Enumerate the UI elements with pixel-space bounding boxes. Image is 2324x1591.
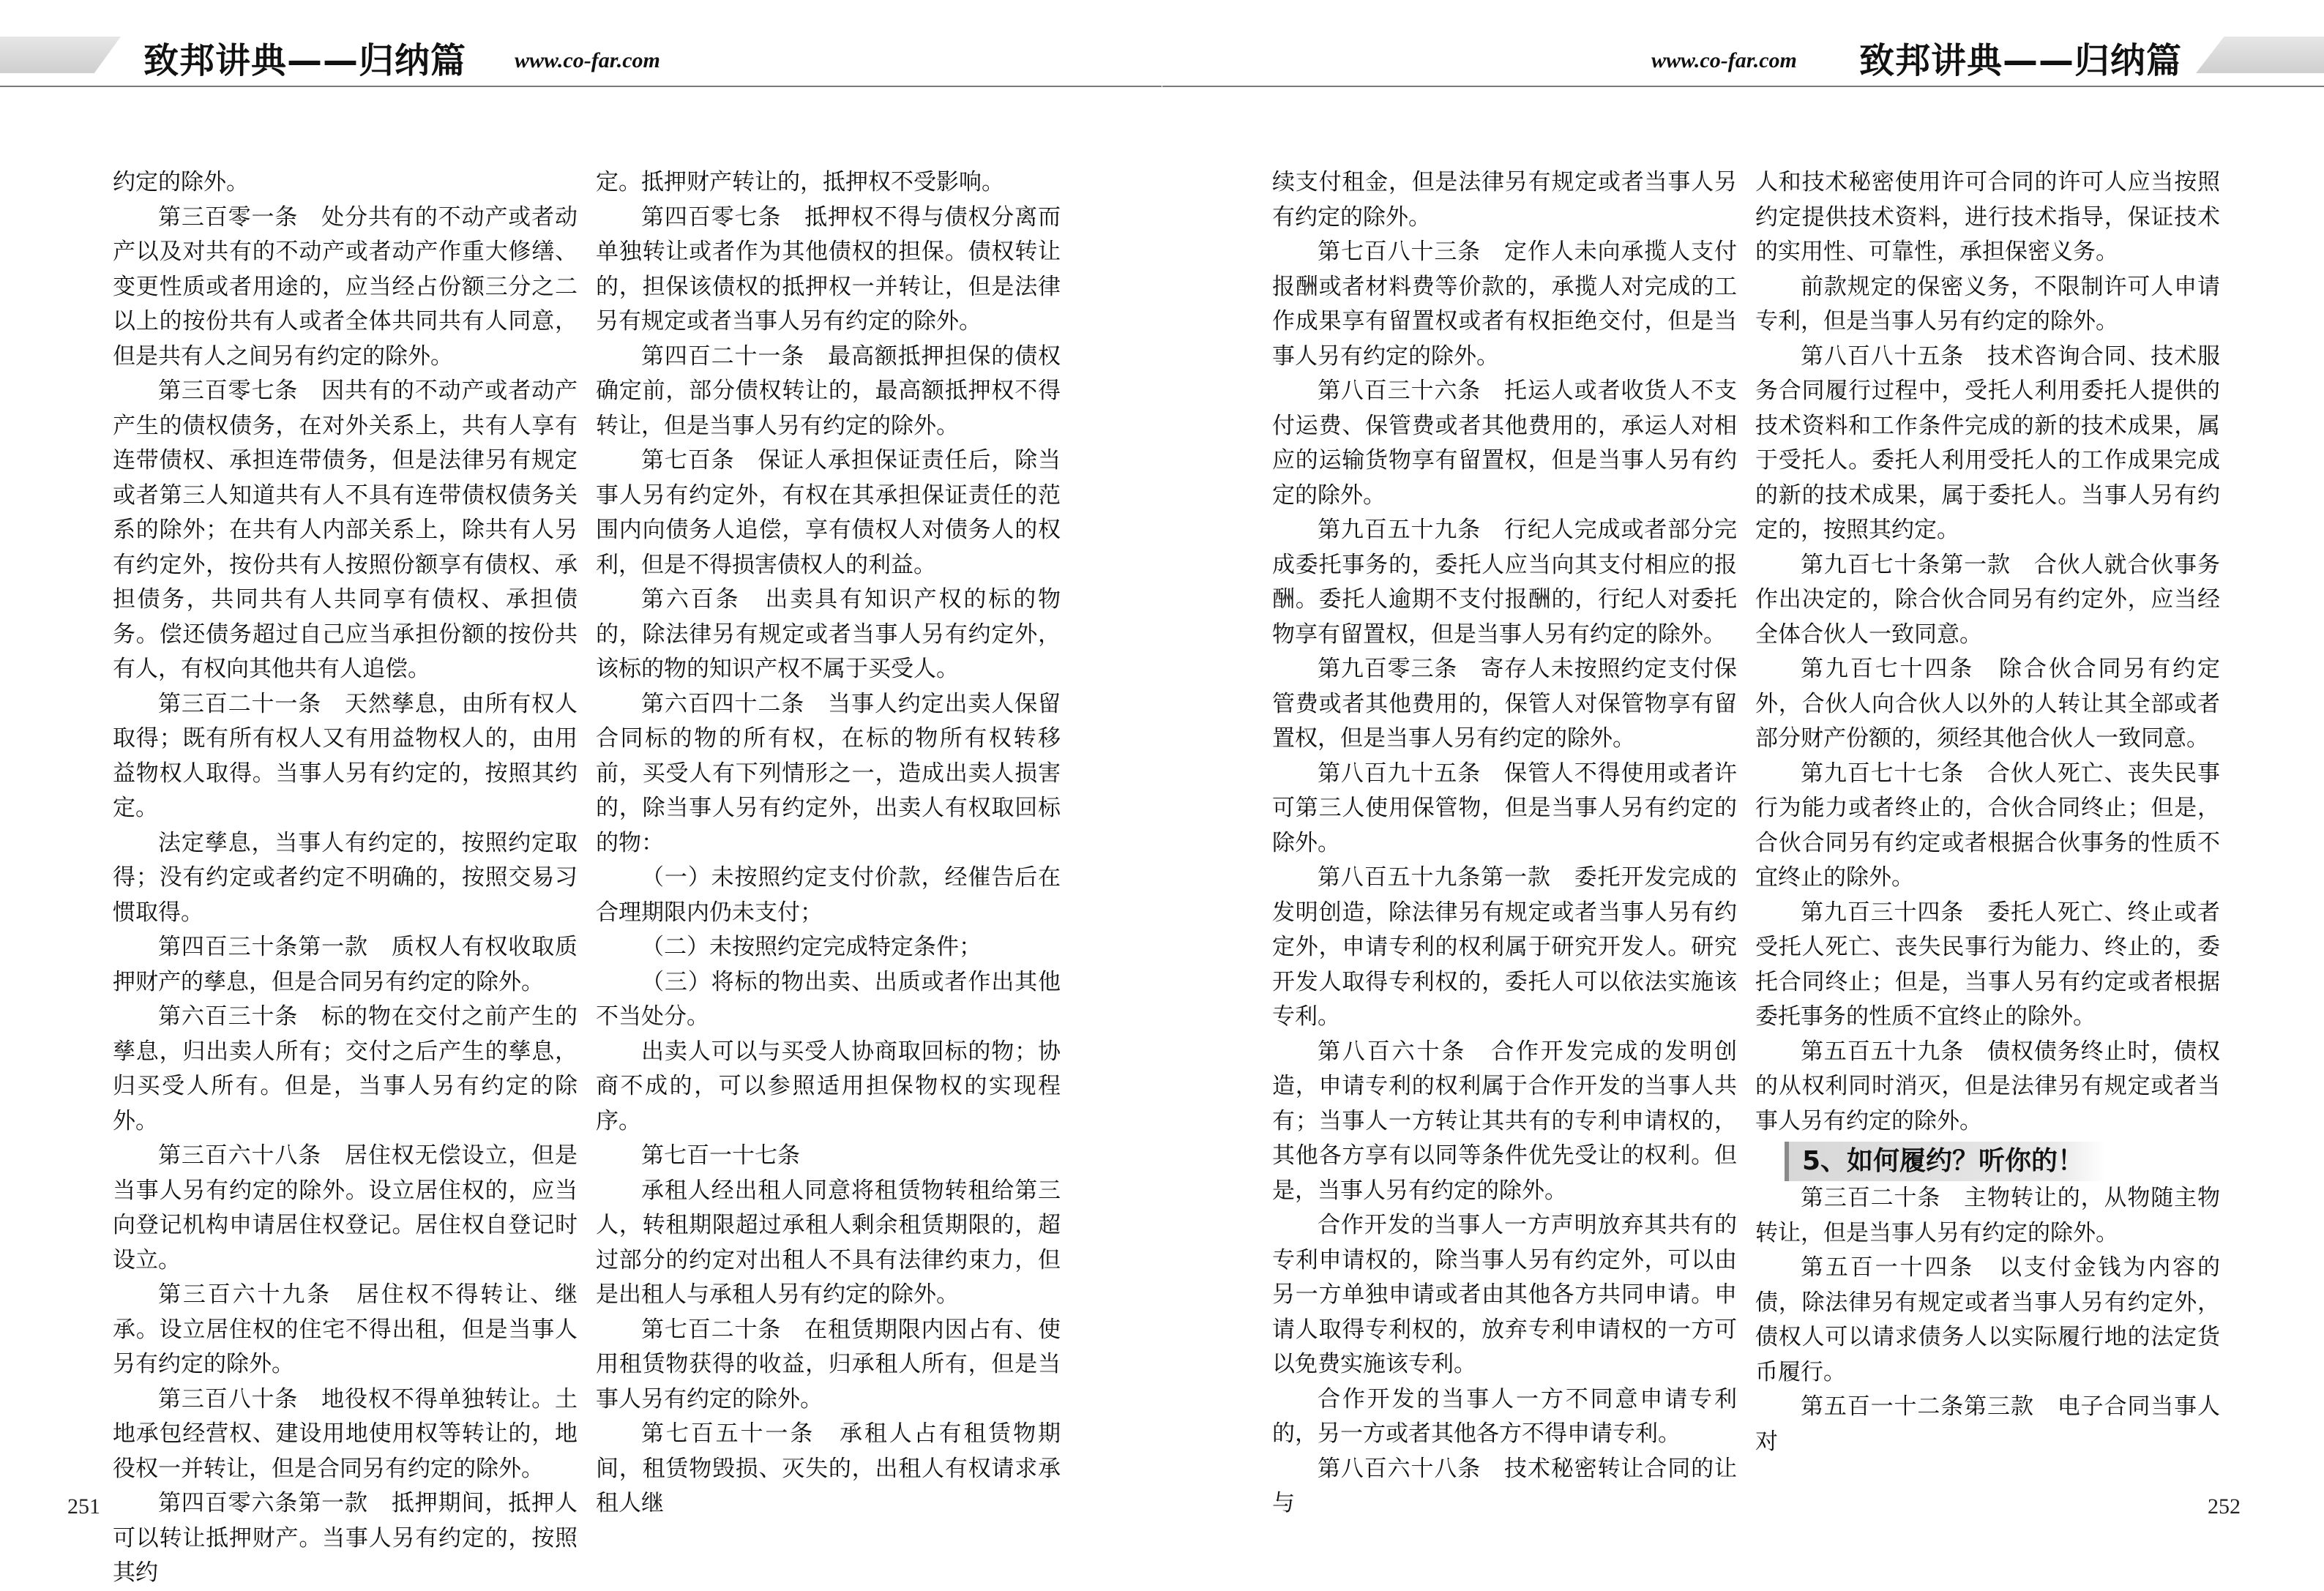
right-page-column-2 [1755, 165, 2220, 1459]
paragraph: 定。抵押财产转让的，抵押权不受影响。 [596, 169, 1004, 195]
header-rule [0, 86, 1162, 87]
header-title: 致邦讲典——归纳篇 [143, 40, 467, 81]
header-title: 致邦讲典——归纳篇 [1859, 40, 2183, 81]
page-number: 251 [67, 1494, 100, 1519]
paragraph: 第三百零一条 处分共有的不动产或者动产以及对共有的不动产或者动产作重大修缮、变更性质或者用途的，应当经占份额三分之二以上的按份共有人或者全体共同共有人同意，但是共有人之间另有约定的除外。 [113, 203, 578, 370]
paragraph: 第九百零三条 寄存人未按照约定支付保管费或者其他费用的，保管人对保管物享有留置权，但是当事人另有约定的除外。 [1272, 656, 1737, 752]
paragraph: 第八百六十条 合作开发完成的发明创造，申请专利的权利属于合作开发的当事人共有；当事人一方转让其共有的专利申请权的，其他各方享有以同等条件优先受让的权利。但是，当事人另有约定的除外。 [1272, 1038, 1737, 1204]
paragraph: 第九百七十条第一款 合伙人就合伙事务作出决定的，除合伙合同另有约定外，应当经全体合伙人一致同意。 [1755, 551, 2220, 648]
header-band [0, 37, 121, 73]
paragraph: 出卖人可以与买受人协商取回标的物；协商不成的，可以参照适用担保物权的实现程序。 [596, 1038, 1061, 1134]
column-text-block [1755, 1181, 2220, 1459]
paragraph: 第四百三十条第一款 质权人有权收取质押财产的孳息，但是合同另有约定的除外。 [113, 934, 578, 995]
paragraph: 第八百五十九条第一款 委托开发完成的发明创造，除法律另有规定或者当事人另有约定外，申请专利的权利属于研究开发人。研究开发人取得专利权的，委托人可以依法实施该专利。 [1272, 864, 1737, 1030]
page-header [0, 0, 1162, 89]
page-header [1162, 0, 2324, 89]
paragraph: 第五百一十四条 以支付金钱为内容的债，除法律另有规定或者当事人另有约定外，债权人可以请求债务人以实际履行地的法定货币履行。 [1755, 1254, 2220, 1385]
paragraph: 第五百一十二条第三款 电子合同当事人对 [1755, 1393, 2220, 1455]
paragraph: 第八百八十五条 技术咨询合同、技术服务合同履行过程中，受托人利用委托人提供的技术资料和工作条件完成的新的技术成果，属于受托人。委托人利用受托人的工作成果完成的新的技术成果，属于委托人。当事人另有约定的，按照其约定。 [1755, 342, 2220, 543]
paragraph: 第八百六十八条 技术秘密转让合同的让与 [1272, 1455, 1737, 1516]
header-url: www.co-far.com [515, 48, 660, 72]
paragraph: （一）未按照约定支付价款，经催告后在合理期限内仍未支付； [596, 864, 1061, 926]
paragraph: 第四百二十一条 最高额抵押担保的债权确定前，部分债权转让的，最高额抵押权不得转让，但是当事人另有约定的除外。 [596, 342, 1061, 439]
header-rule [1162, 86, 2324, 87]
paragraph: 合作开发的当事人一方声明放弃其共有的专利申请权的，除当事人另有约定外，可以由另一方单独申请或者由其他各方共同申请。申请人取得专利权的，放弃专利申请权的一方可以免费实施该专利。 [1272, 1212, 1737, 1377]
left-page-column-1 [113, 165, 578, 1591]
paragraph: 合作开发的当事人一方不同意申请专利的，另一方或者其他各方不得申请专利。 [1272, 1385, 1737, 1447]
paragraph: 第七百条 保证人承担保证责任后，除当事人另有约定外，有权在其承担保证责任的范围内向债务人追偿，享有债权人对债务人的权利，但是不得损害债权人的利益。 [596, 447, 1061, 578]
column-text-block [1755, 165, 2220, 1139]
paragraph: （二）未按照约定完成特定条件； [641, 934, 982, 960]
paragraph: （三）将标的物出卖、出质或者作出其他不当处分。 [596, 968, 1061, 1030]
paragraph: 第三百八十条 地役权不得单独转让。土地承包经营权、建设用地使用权等转让的，地役权一并转让，但是合同另有约定的除外。 [113, 1385, 578, 1482]
paragraph: 第九百五十九条 行纪人完成或者部分完成委托事务的，委托人应当向其支付相应的报酬。委托人逾期不支付报酬的，行纪人对委托物享有留置权，但是当事人另有约定的除外。 [1272, 517, 1737, 648]
paragraph: 第七百八十三条 定作人未向承揽人支付报酬或者材料费等价款的，承揽人对完成的工作成果享有留置权或者有权拒绝交付，但是当事人另有约定的除外。 [1272, 239, 1737, 370]
paragraph: 第五百五十九条 债权债务终止时，债权的从权利同时消灭，但是法律另有规定或者当事人另有约定的除外。 [1755, 1038, 2220, 1134]
paragraph: 第三百二十一条 天然孳息，由所有权人取得；既有所有权人又有用益物权人的，由用益物权人取得。当事人另有约定的，按照其约定。 [113, 690, 578, 821]
header-band [2196, 37, 2324, 73]
paragraph: 第三百零七条 因共有的不动产或者动产产生的债权债务，在对外关系上，共有人享有连带债权、承担连带债务，但是法律另有规定或者第三人知道共有人不具有连带债权债务关系的除外；在共有人内部关系上，除共有人另有约定外，按份共有人按照份额享有债权、承担债务，共同共有人共同享有债权、承担债务。偿还债务超过自己应当承担份额的按份共有人，有权向其他共有人追偿。 [113, 378, 578, 682]
page-number: 252 [2208, 1494, 2241, 1519]
paragraph: 人和技术秘密使用许可合同的许可人应当按照约定提供技术资料，进行技术指导，保证技术的实用性、可靠性，承担保密义务。 [1755, 169, 2220, 265]
paragraph: 前款规定的保密义务，不限制许可人申请专利，但是当事人另有约定的除外。 [1755, 273, 2220, 334]
paragraph: 第四百零六条第一款 抵押期间，抵押人可以转让抵押财产。当事人另有约定的，按照其约 [113, 1490, 578, 1586]
paragraph: 第八百三十六条 托运人或者收货人不支付运费、保管费或者其他费用的，承运人对相应的运输货物享有留置权，但是当事人另有约定的除外。 [1272, 378, 1737, 509]
paragraph: 法定孳息，当事人有约定的，按照约定取得；没有约定或者约定不明确的，按照交易习惯取得。 [113, 829, 578, 926]
paragraph: 第三百六十九条 居住权不得转让、继承。设立居住权的住宅不得出租，但是当事人另有约定的除外。 [113, 1281, 578, 1377]
paragraph: 第七百一十七条 [641, 1142, 800, 1169]
paragraph: 第九百七十七条 合伙人死亡、丧失民事行为能力或者终止的，合伙合同终止；但是，合伙合同另有约定或者根据合伙事务的性质不宜终止的除外。 [1755, 760, 2220, 891]
paragraph: 第六百条 出卖具有知识产权的标的物的，除法律另有规定或者当事人另有约定外，该标的物的知识产权不属于买受人。 [596, 586, 1061, 682]
paragraph: 约定的除外。 [113, 169, 249, 195]
paragraph: 第九百三十四条 委托人死亡、终止或者受托人死亡、丧失民事行为能力、终止的，委托合同终止；但是，当事人另有约定或者根据委托事务的性质不宜终止的除外。 [1755, 899, 2220, 1030]
paragraph: 第三百二十条 主物转让的，从物随主物转让，但是当事人另有约定的除外。 [1755, 1185, 2220, 1246]
paragraph: 第六百四十二条 当事人约定出卖人保留合同标的物的所有权，在标的物所有权转移前，买受人有下列情形之一，造成出卖人损害的，除当事人另有约定外，出卖人有权取回标的物： [596, 690, 1061, 856]
left-page-column-2 [596, 165, 1061, 1521]
right-page-column-1 [1272, 165, 1737, 1521]
paragraph: 第七百二十条 在租赁期限内因占有、使用租赁物获得的收益，归承租人所有，但是当事人另有约定的除外。 [596, 1316, 1061, 1412]
page-right [1162, 0, 2324, 1576]
paragraph: 第九百七十四条 除合伙合同另有约定外，合伙人向合伙人以外的人转让其全部或者部分财产份额的，须经其他合伙人一致同意。 [1755, 656, 2220, 752]
paragraph: 第六百三十条 标的物在交付之前产生的孳息，归出卖人所有；交付之后产生的孳息，归买受人所有。但是，当事人另有约定的除外。 [113, 1003, 578, 1134]
paragraph: 承租人经出租人同意将租赁物转租给第三人，转租期限超过承租人剩余租赁期限的，超过部分的约定对出租人不具有法律约束力，但是出租人与承租人另有约定的除外。 [596, 1177, 1061, 1308]
paragraph: 第三百六十八条 居住权无偿设立，但是当事人另有约定的除外。设立居住权的，应当向登记机构申请居住权登记。居住权自登记时设立。 [113, 1142, 578, 1273]
header-url: www.co-far.com [1651, 48, 1797, 72]
section-title: 5、如何履约？听你的！ [1785, 1142, 2106, 1181]
page-left [0, 0, 1162, 1586]
paragraph: 第四百零七条 抵押权不得与债权分离而单独转让或者作为其他债权的担保。债权转让的，担保该债权的抵押权一并转让，但是法律另有规定或者当事人另有约定的除外。 [596, 203, 1061, 334]
paragraph: 第八百九十五条 保管人不得使用或者许可第三人使用保管物，但是当事人另有约定的除外。 [1272, 760, 1737, 856]
paragraph: 续支付租金，但是法律另有规定或者当事人另有约定的除外。 [1272, 169, 1737, 231]
paragraph: 第七百五十一条 承租人占有租赁物期间，租赁物毁损、灭失的，出租人有权请求承租人继 [596, 1420, 1061, 1516]
